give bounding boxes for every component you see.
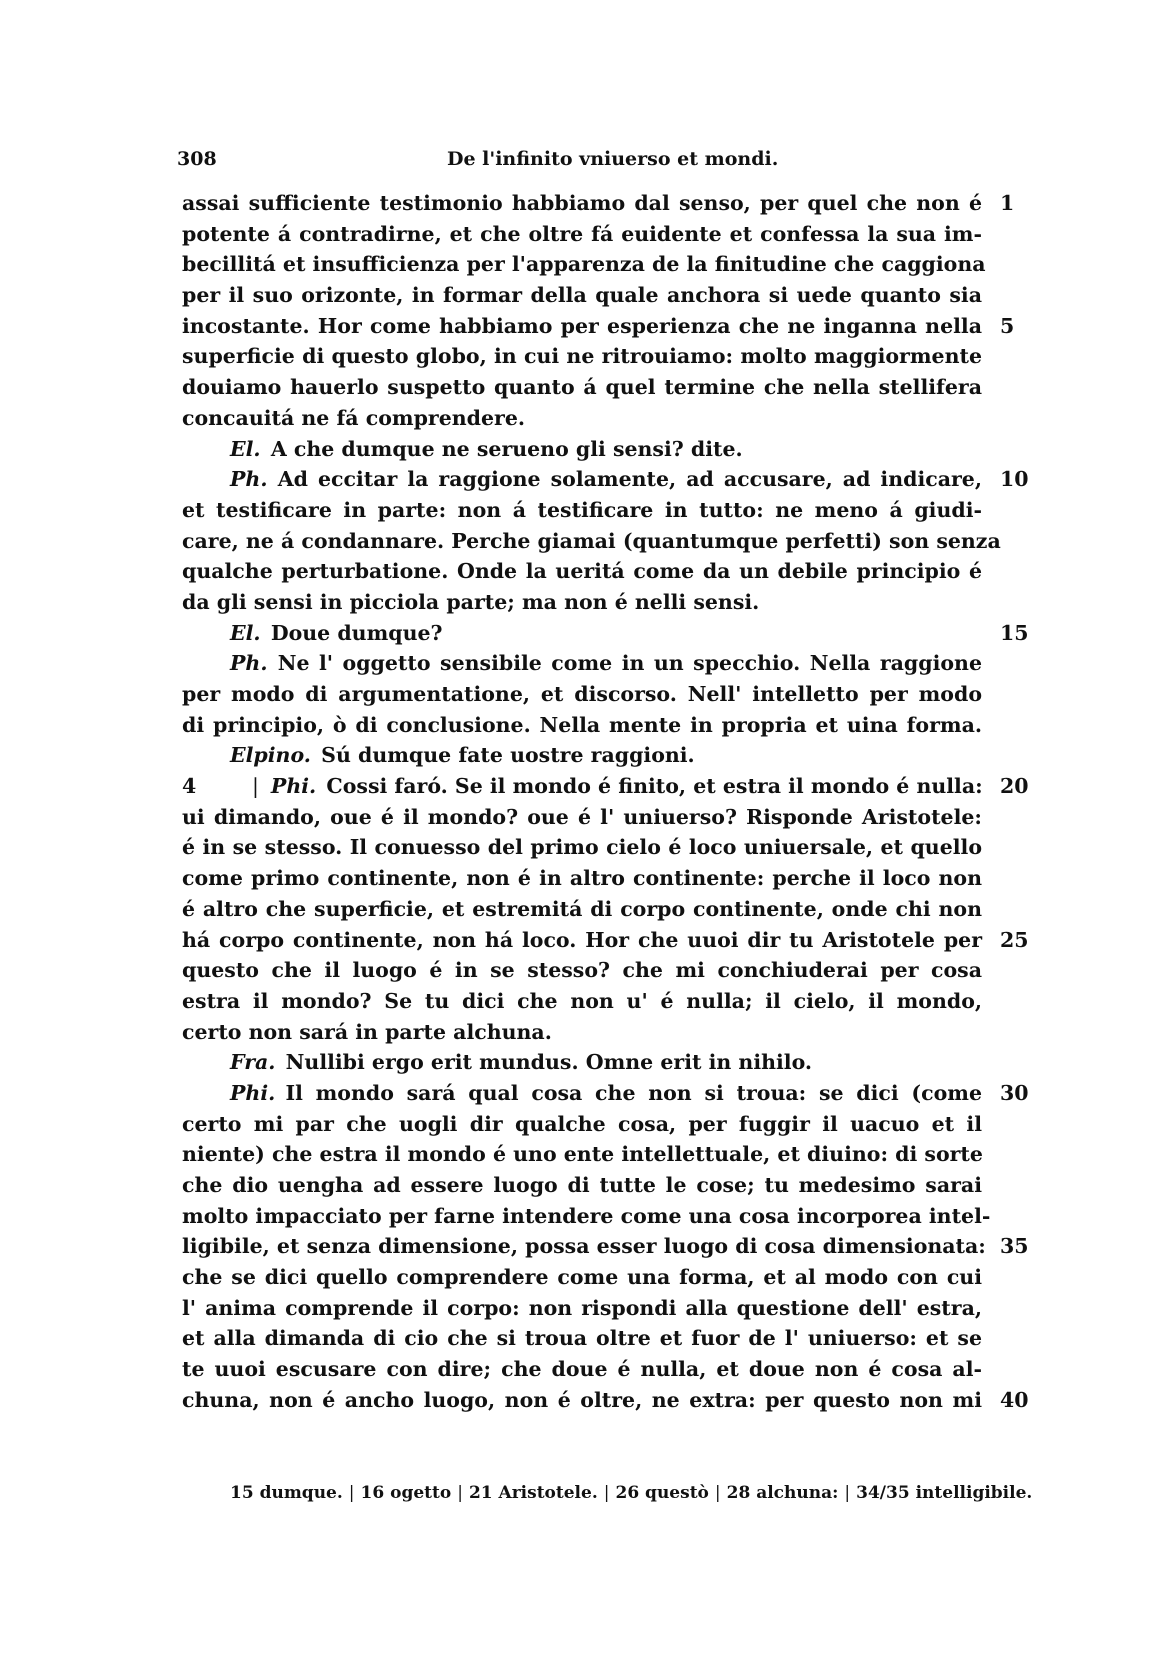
text-line (0, 894, 1169, 925)
line-content: che se dici quello comprendere come una forma, et al modo con cui (182, 1265, 982, 1290)
footnote-entry: 16 ogetto (360, 1483, 452, 1503)
line-text (182, 280, 982, 311)
line-content: é in se stesso. Il conuesso del primo cielo é loco uniuersale, et quello (182, 835, 982, 860)
line-content: ui dimando, oue é il mondo? oue é l' uniuerso? Risponde Aristotele: (182, 804, 982, 829)
text-line (0, 495, 1169, 526)
text-line (0, 1293, 1169, 1324)
line-text (182, 526, 1001, 557)
line-text (182, 1293, 982, 1324)
text-line (0, 311, 1169, 342)
line-number: 5 (1000, 313, 1015, 338)
line-content: et testificare in parte: non á testificare in tutto: ne meno á giudi- (182, 497, 982, 522)
footnote-entry: 26 questò (615, 1483, 709, 1503)
marginal-page-ref: 4 (182, 774, 197, 799)
line-content: há corpo continente, non há loco. Hor che uuoi dir tu Aristotele per (182, 927, 982, 952)
text-line (0, 1109, 1169, 1140)
line-content: Ne l' oggetto sensibile come in un specchio. Nella raggione (277, 651, 982, 676)
line-text (182, 341, 982, 372)
line-number: 40 (1000, 1387, 1029, 1412)
line-text (230, 648, 982, 679)
text-line (0, 341, 1169, 372)
line-text (230, 1078, 982, 1109)
text-line (0, 648, 1169, 679)
text-line (0, 587, 1169, 618)
page-number: 308 (177, 148, 217, 170)
footnote-separator: | (844, 1483, 851, 1503)
line-text (182, 955, 982, 986)
text-line (0, 1385, 1169, 1416)
text-line (0, 832, 1169, 863)
text-line (0, 1047, 1169, 1078)
line-number: 15 (1000, 620, 1029, 645)
line-content: estra il mondo? Se tu dici che non u' é nulla; il cielo, il mondo, (182, 988, 982, 1013)
line-text (182, 372, 982, 403)
line-content: come primo continente, non é in altro continente: perche il loco non (182, 866, 982, 891)
line-content: assai sufficiente testimonio habbiamo dal senso, per quel che non é (182, 191, 982, 215)
line-text (230, 1047, 982, 1078)
footnote-separator: | (348, 1483, 355, 1503)
text-line (0, 1078, 1169, 1109)
line-content: Nullibi ergo erit mundus. Omne erit in nihilo. (285, 1050, 813, 1075)
page-header (177, 148, 992, 178)
line-content: ligibile, et senza dimensione, possa esser luogo di cosa dimensionata: (182, 1234, 986, 1259)
footnote-separator: | (714, 1483, 721, 1503)
line-content: per modo di argumentatione, et discorso. Nell' intelletto per modo (182, 682, 982, 706)
text-line (0, 219, 1169, 250)
line-content: di principio, ò di conclusione. Nella mente in propria et uina forma. (182, 712, 982, 737)
critical-apparatus (230, 1483, 1033, 1503)
text-line (0, 925, 1169, 956)
text-line (0, 1201, 1169, 1232)
text-line (0, 372, 1169, 403)
running-title: De l'infinito vniuerso et mondi. (447, 148, 779, 170)
line-content: per il suo orizonte, in formar della quale anchora si uede quanto sia (182, 283, 982, 308)
line-text (182, 986, 982, 1017)
speaker-label: El. (230, 620, 261, 645)
text-line (0, 249, 1169, 280)
footnote-entry: 34/35 intelligibile. (856, 1483, 1033, 1503)
line-content: becillitá et insufficienza per l'apparenza de la finitudine che caggiona (182, 252, 986, 277)
line-text (182, 894, 982, 925)
line-text (182, 1170, 982, 1201)
line-content: concauitá ne fá comprendere. (182, 405, 526, 430)
text-line (0, 1262, 1169, 1293)
text-line (0, 280, 1169, 311)
text-line (0, 1323, 1169, 1354)
line-number: 20 (1000, 774, 1029, 799)
line-content: che dio uengha ad essere luogo di tutte le cose; tu medesimo sarai (182, 1173, 982, 1197)
line-content: douiamo hauerlo suspetto quanto á quel termine che nella stellifera (182, 375, 982, 400)
text-line (0, 740, 1169, 771)
text-line (0, 1017, 1169, 1048)
line-content: A che dumque ne serueno gli sensi? dite. (270, 436, 743, 461)
line-content: niente) che estra il mondo é uno ente intellettuale, et diuino: di sorte (182, 1142, 983, 1167)
text-line (0, 1354, 1169, 1385)
line-content: superficie di questo globo, in cui ne ritrouiamo: molto maggiormente (182, 344, 982, 369)
line-text (182, 249, 986, 280)
line-text (182, 925, 982, 956)
line-text (182, 188, 982, 219)
line-text (182, 710, 982, 741)
line-text (182, 832, 982, 863)
line-content: da gli sensi in picciola parte; ma non é nelli sensi. (182, 589, 760, 614)
line-number: 25 (1000, 927, 1029, 952)
line-content: questo che il luogo é in se stesso? che mi conchiuderai per cosa (182, 958, 982, 983)
line-content: chuna, non é ancho luogo, non é oltre, ne extra: per questo non mi (182, 1387, 982, 1412)
text-line (0, 1139, 1169, 1170)
line-text (182, 1201, 991, 1232)
line-text (182, 219, 982, 250)
line-text (182, 495, 982, 526)
footnote-entry: 21 Aristotele. (468, 1483, 598, 1503)
line-text (182, 587, 982, 618)
main-text (0, 188, 1169, 1416)
speaker-label: Fra. (230, 1050, 276, 1075)
line-text (230, 740, 982, 771)
line-text (182, 1139, 982, 1170)
line-text (230, 771, 982, 802)
text-line (0, 710, 1169, 741)
line-text (230, 464, 982, 495)
line-content: certo mi par che uogli dir qualche cosa, per fuggir il uacuo et il (182, 1111, 982, 1136)
line-number: 1 (1000, 191, 1015, 215)
footnote-entry: 28 alchuna: (726, 1483, 839, 1503)
line-text (182, 1323, 982, 1354)
line-text (182, 1017, 982, 1048)
text-line (0, 1231, 1169, 1262)
text-line (0, 403, 1169, 434)
text-line (0, 618, 1169, 649)
line-content: incostante. Hor come habbiamo per esperienza che ne inganna nella (182, 313, 982, 338)
line-content: te uuoi escusare con dire; che doue é nulla, et doue non é cosa al- (182, 1357, 982, 1382)
text-line (0, 863, 1169, 894)
text-line (0, 434, 1169, 465)
text-line (0, 986, 1169, 1017)
text-line (0, 955, 1169, 986)
line-text (182, 1231, 986, 1262)
text-line (0, 771, 1169, 802)
speaker-label: Ph. (230, 651, 268, 676)
text-line (0, 679, 1169, 710)
text-line (0, 802, 1169, 833)
speaker-label: El. (230, 436, 261, 461)
line-content: potente á contradirne, et che oltre fá euidente et confessa la sua im- (182, 221, 982, 246)
line-text (182, 1109, 982, 1140)
footnote-separator: | (457, 1483, 463, 1503)
line-content: Cossi faró. Se il mondo é finito, et estra il mondo é nulla: (326, 774, 983, 799)
speaker-label: Elpino. (230, 743, 311, 768)
line-content: Sú dumque fate uostre raggioni. (321, 743, 695, 768)
line-content: et alla dimanda di cio che si troua oltre et fuor de l' uniuerso: et se (182, 1326, 982, 1351)
text-line (0, 1170, 1169, 1201)
line-text (182, 802, 982, 833)
text-line (0, 464, 1169, 495)
line-number: 30 (1000, 1080, 1029, 1105)
line-content: Il mondo sará qual cosa che non si troua: se dici (come (285, 1080, 982, 1105)
text-line (0, 526, 1169, 557)
line-content: é altro che superficie, et estremitá di corpo continente, onde chi non (182, 896, 982, 921)
line-content: Ad eccitar la raggione solamente, ad accusare, ad indicare, (277, 467, 982, 492)
speaker-label: Phi. (270, 774, 317, 799)
line-text (182, 403, 982, 434)
line-number: 10 (1000, 467, 1029, 492)
text-line (0, 556, 1169, 587)
line-text (182, 1385, 982, 1416)
line-content: molto impacciato per farne intendere come una cosa incorporea intel- (182, 1203, 991, 1228)
line-text (182, 556, 982, 587)
footnote-separator: | (603, 1483, 610, 1503)
line-text (182, 1262, 982, 1293)
line-text (230, 434, 982, 465)
text-line (0, 188, 1169, 219)
line-text (230, 618, 982, 649)
speaker-label: Phi. (230, 1080, 276, 1105)
line-number: 35 (1000, 1234, 1029, 1259)
line-text (182, 679, 982, 710)
speaker-label: Ph. (230, 467, 268, 492)
line-text (182, 311, 982, 342)
footnote-entry: 15 dumque. (230, 1483, 343, 1503)
line-content: care, ne á condannare. Perche giamai (quantumque perfetti) son senza (182, 528, 1001, 553)
line-content: Doue dumque? (270, 620, 443, 645)
line-content: certo non sará in parte alchuna. (182, 1019, 552, 1044)
page-break-bar: | (252, 774, 259, 799)
line-content: qualche perturbatione. Onde la ueritá come da un debile principio é (182, 559, 982, 584)
line-text (182, 1354, 982, 1385)
line-text (182, 863, 982, 894)
line-content: l' anima comprende il corpo: non rispondi alla questione dell' estra, (182, 1295, 982, 1320)
